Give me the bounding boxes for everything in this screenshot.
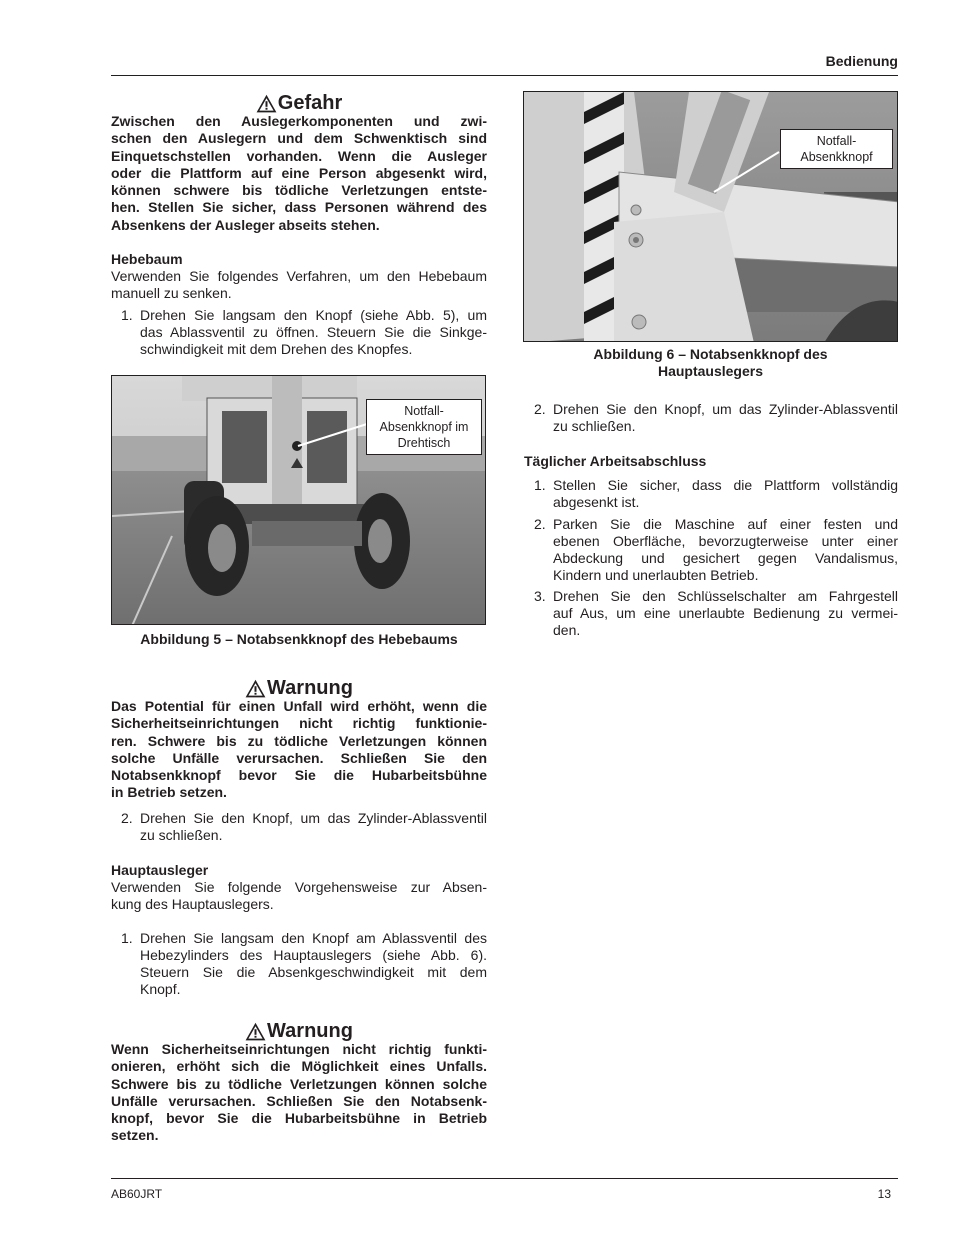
danger-line: hen. Stellen Sie sicher, dass Personen während des [111, 199, 487, 216]
step-line: das Ablassventil zu öffnen. Steuern Sie die Sinkge- [140, 324, 487, 340]
section-title: Bedienung [825, 53, 898, 69]
danger-heading [111, 91, 487, 115]
danger-line: oder die Plattform auf eine Person abgesenkt wird, [111, 164, 487, 181]
header-rule [111, 75, 898, 76]
warning-2-text [111, 1041, 487, 1145]
warning-line: knopf, bevor Sie die Hubarbeitsbühne in Betrieb [111, 1110, 487, 1127]
warning-triangle-icon [245, 679, 266, 698]
step-number: 3. [534, 588, 546, 604]
step-number: 2. [534, 401, 546, 417]
step-line: Parken Sie die Maschine auf einer festen und [553, 516, 898, 532]
danger-line: schen den Auslegern und dem Schwenktisch sind [111, 130, 487, 147]
step-line: Drehen Sie langsam den Knopf (siehe Abb. 5), um [140, 307, 487, 323]
step-line: Hebezylinders des Hauptauslegers (siehe Abb. 6). [140, 947, 487, 963]
step-number: 2. [534, 516, 546, 532]
hebebaum-step-1 [111, 307, 487, 358]
step-line: ebenen Oberfläche, bevorzugterweise unter einer [553, 533, 898, 549]
step-line: Kindern und unerlaubten Betrieb. [553, 567, 759, 583]
callout-line: Notfall- [816, 134, 857, 148]
warning-line: Schwere bis zu tödliche Verletzungen können solche [111, 1075, 487, 1092]
caption-line: Abbildung 6 – Notabsenkknopf des [593, 346, 828, 362]
callout-line: Notfall- [404, 404, 444, 418]
warning-2-title: Warnung [267, 1020, 353, 1042]
danger-line: können schwere bis tödliche Verletzungen entste- [111, 182, 487, 199]
step-line: Drehen Sie den Knopf, um das Zylinder-Ablassventil [140, 810, 487, 826]
warning-line: in Betrieb setzen. [111, 784, 227, 801]
daily-item-2 [524, 516, 898, 584]
step-line: abgesenkt ist. [553, 494, 640, 510]
figure-6-photo [523, 91, 898, 342]
callout-line: Absenkknopf [800, 150, 873, 164]
warning-line: onieren, erhöht sich die Möglichkeit eines Unfalls. [111, 1058, 487, 1075]
hauptausleger-step-1 [111, 930, 487, 998]
step-line: schwindigkeit mit dem Drehen des Knopfes. [140, 341, 413, 357]
warning-line: Das Potential für einen Unfall wird erhöht, wenn die [111, 698, 487, 714]
warning-line: Unfälle verursachen. Schließen Sie den Notabsenk- [111, 1092, 487, 1109]
warning-line: Sicherheitseinrichtungen nicht richtig funktionie- [111, 715, 487, 732]
danger-title: Gefahr [277, 92, 343, 114]
callout-line: Drehtisch [397, 436, 451, 450]
daily-heading: Täglicher Arbeitsabschluss [524, 453, 707, 469]
figure-6-callout [780, 129, 893, 169]
left-step-2 [111, 810, 487, 844]
step-line: Drehen Sie langsam den Knopf am Ablassventil des [140, 930, 487, 946]
figure-6-caption [523, 346, 898, 380]
warning-1-text [111, 698, 487, 802]
step-number: 1. [121, 930, 133, 946]
caption-line: Hauptauslegers [657, 363, 764, 379]
step-number: 2. [121, 810, 133, 826]
step-line: Abdeckung und gesichert gegen Vandalismus, [553, 550, 898, 566]
hebebaum-intro [111, 268, 487, 302]
hauptausleger-heading: Hauptausleger [111, 862, 209, 878]
footer-page-number: 13 [877, 1187, 891, 1201]
danger-text [111, 113, 487, 234]
step-line: Drehen Sie den Schlüsselschalter am Fahrgestell [553, 588, 898, 604]
daily-item-1 [524, 477, 898, 511]
intro-line: kung des Hauptauslegers. [111, 896, 274, 912]
step-number: 1. [534, 477, 546, 493]
warning-line: Wenn Sicherheitseinrichtungen nicht richtig funkti- [111, 1041, 487, 1057]
warning-line: ren. Schwere bis zu tödliche Verletzungen können [111, 732, 487, 749]
right-step-2 [524, 401, 898, 435]
danger-line: Zwischen den Auslegerkomponenten und zwi- [111, 113, 487, 129]
warning-line: solche Unfälle verursachen. Schließen Sie den [111, 749, 487, 766]
figure-5-callout [366, 399, 482, 455]
step-line: Steuern Sie die Absenkgeschwindigkeit mit dem [140, 964, 487, 980]
danger-line: Einquetschstellen vorhanden. Wenn die Ausleger [111, 147, 487, 164]
warning-1-heading [111, 676, 487, 700]
step-line: den. [553, 622, 581, 638]
warning-line: setzen. [111, 1127, 159, 1144]
hebebaum-heading: Hebebaum [111, 251, 183, 267]
warning-2-heading [111, 1019, 487, 1043]
warning-line: Notabsenkknopf bevor Sie die Hubarbeitsbühne [111, 767, 487, 784]
figure-5-caption: Abbildung 5 – Notabsenkknopf des Hebebaums [140, 631, 458, 647]
footer-rule [111, 1178, 898, 1179]
step-line: auf Aus, um eine unerlaubte Bedienung zu vermei- [553, 605, 898, 621]
hauptausleger-intro [111, 879, 487, 913]
step-line: zu schließen. [140, 827, 223, 843]
callout-line: Absenkknopf im [379, 420, 469, 434]
daily-item-3 [524, 588, 898, 639]
footer-model: AB60JRT [111, 1187, 163, 1201]
intro-line: Verwenden Sie folgendes Verfahren, um den Hebebaum [111, 268, 487, 284]
figure-5-photo [111, 375, 486, 625]
step-line: Stellen Sie sicher, dass die Plattform vollständig [553, 477, 898, 493]
intro-line: manuell zu senken. [111, 285, 232, 301]
step-line: Knopf. [140, 981, 181, 997]
danger-line: Absenkens der Ausleger abseits stehen. [111, 216, 380, 233]
warning-1-title: Warnung [267, 677, 353, 699]
step-number: 1. [121, 307, 133, 323]
step-line: Drehen Sie den Knopf, um das Zylinder-Ablassventil [553, 401, 898, 417]
warning-triangle-icon [245, 1022, 266, 1041]
step-line: zu schließen. [553, 418, 636, 434]
intro-line: Verwenden Sie folgende Vorgehensweise zur Absen- [111, 879, 487, 895]
warning-triangle-icon [256, 94, 277, 113]
